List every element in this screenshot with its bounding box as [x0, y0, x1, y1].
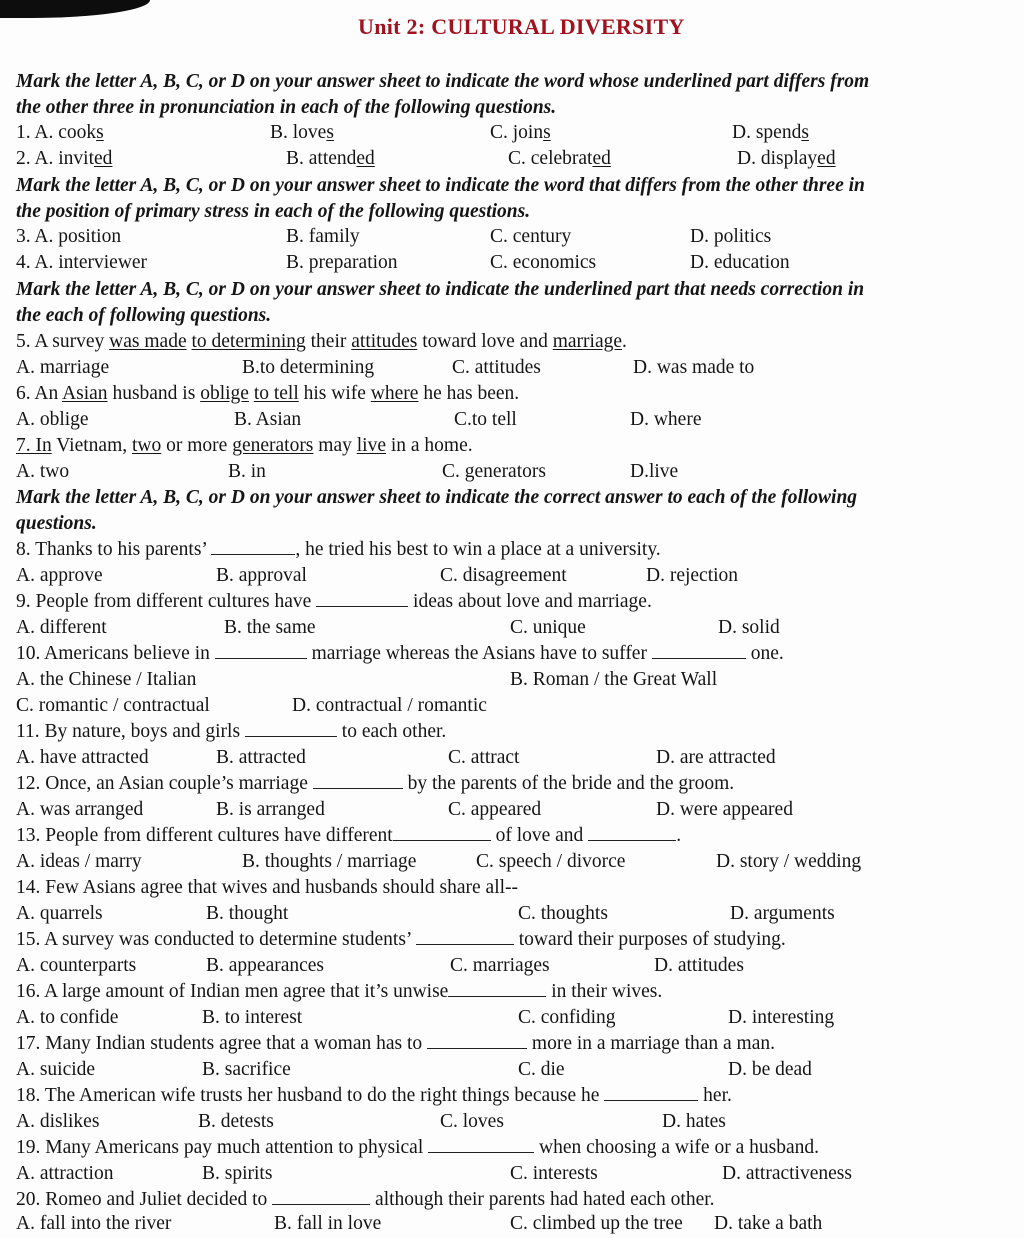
- q9-option-b[interactable]: B. the same: [224, 617, 316, 638]
- q8-option-b[interactable]: B. approval: [216, 565, 307, 586]
- q7-option-c[interactable]: C. generators: [442, 461, 546, 482]
- q10-option-d[interactable]: D. contractual / romantic: [292, 695, 487, 716]
- q3-option-b[interactable]: B. family: [286, 226, 360, 247]
- q6-option-a[interactable]: A. oblige: [16, 409, 89, 430]
- q18-option-c[interactable]: C. loves: [440, 1111, 504, 1132]
- q5-stem: 5. A survey was made to determining their attitudes toward love and marriage.: [16, 331, 627, 352]
- q10-option-a[interactable]: A. the Chinese / Italian: [16, 669, 197, 690]
- page-title: Unit 2: CULTURAL DIVERSITY: [358, 14, 685, 39]
- q4-option-b[interactable]: B. preparation: [286, 252, 398, 273]
- q12-option-a[interactable]: A. was arranged: [16, 799, 144, 820]
- q18-stem: 18. The American wife trusts her husband to do the right things because he her.: [16, 1085, 732, 1106]
- q9-option-a[interactable]: A. different: [16, 617, 107, 638]
- q3-option-d[interactable]: D. politics: [690, 226, 772, 247]
- q10-option-b[interactable]: B. Roman / the Great Wall: [510, 669, 718, 690]
- q18-option-b[interactable]: B. detests: [198, 1111, 274, 1132]
- q7-option-a[interactable]: A. two: [16, 461, 70, 482]
- q8-option-a[interactable]: A. approve: [16, 565, 103, 586]
- q15-option-c[interactable]: C. marriages: [450, 955, 550, 976]
- q8-option-d[interactable]: D. rejection: [646, 565, 739, 586]
- q5-option-c[interactable]: C. attitudes: [452, 357, 541, 378]
- q16-option-b[interactable]: B. to interest: [202, 1007, 303, 1028]
- q17-option-b[interactable]: B. sacrifice: [202, 1059, 291, 1080]
- q6-option-d[interactable]: D. where: [630, 409, 702, 430]
- q16-option-d[interactable]: D. interesting: [728, 1007, 835, 1028]
- q17-option-a[interactable]: A. suicide: [16, 1059, 96, 1080]
- q2-option-a[interactable]: 2. A. invited: [16, 148, 113, 169]
- instruction-correction-2: the each of following questions.: [16, 305, 272, 326]
- q17-option-d[interactable]: D. be dead: [728, 1059, 812, 1080]
- q19-option-b[interactable]: B. spirits: [202, 1163, 273, 1184]
- q19-option-c[interactable]: C. interests: [510, 1163, 598, 1184]
- q4-option-d[interactable]: D. education: [690, 252, 790, 273]
- q3-option-c[interactable]: C. century: [490, 226, 572, 247]
- q13-option-a[interactable]: A. ideas / marry: [16, 851, 142, 872]
- q16-option-a[interactable]: A. to confide: [16, 1007, 119, 1028]
- q14-option-c[interactable]: C. thoughts: [518, 903, 608, 924]
- q12-option-c[interactable]: C. appeared: [448, 799, 542, 820]
- q8-option-c[interactable]: C. disagreement: [440, 565, 567, 586]
- instruction-answer-2: questions.: [16, 513, 97, 534]
- q9-option-c[interactable]: C. unique: [510, 617, 586, 638]
- q16-option-c[interactable]: C. confiding: [518, 1007, 616, 1028]
- q11-option-d[interactable]: D. are attracted: [656, 747, 776, 768]
- q9-stem: 9. People from different cultures have ideas about love and marriage.: [16, 591, 652, 612]
- q11-stem: 11. By nature, boys and girls to each other.: [16, 721, 447, 742]
- q7-option-b[interactable]: B. in: [228, 461, 266, 482]
- instruction-stress-2: the position of primary stress in each of the following questions.: [16, 201, 531, 222]
- q17-stem: 17. Many Indian students agree that a woman has to more in a marriage than a man.: [16, 1033, 776, 1054]
- q19-option-d[interactable]: D. attractiveness: [722, 1163, 852, 1184]
- q4-option-c[interactable]: C. economics: [490, 252, 597, 273]
- q10-stem: 10. Americans believe in marriage whereas the Asians have to suffer one.: [16, 643, 784, 664]
- q2-option-c[interactable]: C. celebrated: [508, 148, 611, 169]
- q12-option-d[interactable]: D. were appeared: [656, 799, 793, 820]
- q14-stem: 14. Few Asians agree that wives and husbands should share all--: [16, 877, 519, 898]
- q18-option-d[interactable]: D. hates: [662, 1111, 726, 1132]
- q6-stem: 6. An Asian husband is oblige to tell his wife where he has been.: [16, 383, 520, 404]
- q11-option-a[interactable]: A. have attracted: [16, 747, 149, 768]
- q15-option-a[interactable]: A. counterparts: [16, 955, 137, 976]
- q7-stem: 7. In Vietnam, two or more generators may live in a home.: [16, 435, 473, 456]
- q2-option-d[interactable]: D. displayed: [737, 148, 836, 169]
- q14-option-a[interactable]: A. quarrels: [16, 903, 103, 924]
- q14-option-b[interactable]: B. thought: [206, 903, 289, 924]
- q6-option-c[interactable]: C.to tell: [454, 409, 517, 430]
- instruction-pronunciation-1: Mark the letter A, B, C, or D on your answer sheet to indicate the word whose underlined part differs from: [16, 71, 870, 92]
- q19-option-a[interactable]: A. attraction: [16, 1163, 114, 1184]
- instruction-answer-1: Mark the letter A, B, C, or D on your answer sheet to indicate the correct answer to each of the following: [16, 487, 858, 508]
- instruction-pronunciation-2: the other three in pronunciation in each of the following questions.: [16, 97, 557, 118]
- q5-option-b[interactable]: B.to determining: [242, 357, 375, 378]
- q17-option-c[interactable]: C. die: [518, 1059, 565, 1080]
- q1-option-c[interactable]: C. joins: [490, 122, 551, 143]
- q15-stem: 15. A survey was conducted to determine students’ toward their purposes of studying.: [16, 929, 786, 950]
- q14-option-d[interactable]: D. arguments: [730, 903, 835, 924]
- q10-option-c[interactable]: C. romantic / contractual: [16, 695, 210, 716]
- q13-option-b[interactable]: B. thoughts / marriage: [242, 851, 417, 872]
- q6-option-b[interactable]: B. Asian: [234, 409, 302, 430]
- q8-stem: 8. Thanks to his parents’ , he tried his best to win a place at a university.: [16, 539, 661, 560]
- q20-option-b[interactable]: B. fall in love: [274, 1213, 382, 1234]
- q4-option-a[interactable]: 4. A. interviewer: [16, 252, 148, 273]
- q5-option-d[interactable]: D. was made to: [633, 357, 755, 378]
- q15-option-b[interactable]: B. appearances: [206, 955, 325, 976]
- q3-option-a[interactable]: 3. A. position: [16, 226, 122, 247]
- q1-option-a[interactable]: 1. A. cooks: [16, 122, 104, 143]
- instruction-correction-1: Mark the letter A, B, C, or D on your answer sheet to indicate the underlined part that needs correction in: [16, 279, 865, 300]
- q16-stem: 16. A large amount of Indian men agree that it’s unwise in their wives.: [16, 981, 663, 1002]
- q5-option-a[interactable]: A. marriage: [16, 357, 110, 378]
- q19-stem: 19. Many Americans pay much attention to physical when choosing a wife or a husband.: [16, 1137, 819, 1158]
- q13-stem: 13. People from different cultures have different of love and .: [16, 825, 682, 846]
- instruction-stress-1: Mark the letter A, B, C, or D on your answer sheet to indicate the word that differs from the other three in: [16, 175, 865, 196]
- q11-option-c[interactable]: C. attract: [448, 747, 520, 768]
- q20-stem: 20. Romeo and Juliet decided to although their parents had hated each other.: [16, 1189, 715, 1210]
- q20-option-d[interactable]: D. take a bath: [714, 1213, 823, 1234]
- q12-option-b[interactable]: B. is arranged: [216, 799, 325, 820]
- q13-option-d[interactable]: D. story / wedding: [716, 851, 862, 872]
- q18-option-a[interactable]: A. dislikes: [16, 1111, 100, 1132]
- q20-option-a[interactable]: A. fall into the river: [16, 1213, 172, 1234]
- q12-stem: 12. Once, an Asian couple’s marriage by the parents of the bride and the groom.: [16, 773, 735, 794]
- corner-decoration: [0, 0, 150, 18]
- q9-option-d[interactable]: D. solid: [718, 617, 780, 638]
- q1-option-b[interactable]: B. loves: [270, 122, 334, 143]
- q7-option-d[interactable]: D.live: [630, 461, 679, 482]
- q1-option-d[interactable]: D. spends: [732, 122, 809, 143]
- q20-option-c[interactable]: C. climbed up the tree: [510, 1213, 683, 1234]
- q2-option-b[interactable]: B. attended: [286, 148, 375, 169]
- q15-option-d[interactable]: D. attitudes: [654, 955, 744, 976]
- q13-option-c[interactable]: C. speech / divorce: [476, 851, 626, 872]
- q11-option-b[interactable]: B. attracted: [216, 747, 306, 768]
